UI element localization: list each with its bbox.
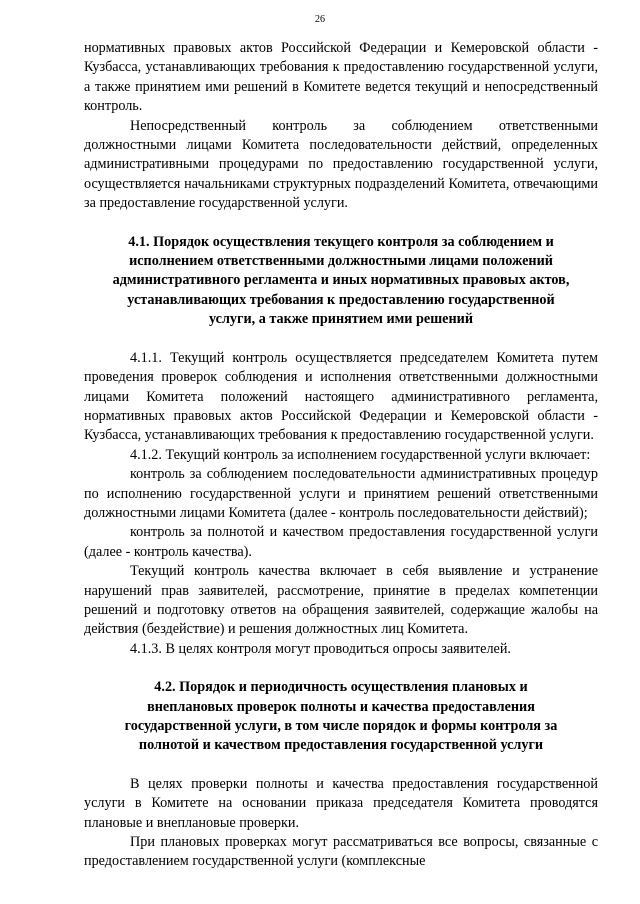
heading-line: административного регламента и иных нормативных правовых актов,: [112, 272, 570, 289]
heading-line: внеплановых проверок полноты и качества предоставления: [147, 698, 535, 715]
heading-line: 4.1. Порядок осуществления текущего контроля за соблюдением и: [128, 233, 554, 250]
heading-line: исполнением ответственными должностными лицами положений: [129, 253, 553, 270]
paragraph: 4.1.3. В целях контроля могут проводиться опросы заявителей.: [130, 640, 511, 657]
paragraph: Непосредственный контроль за соблюдением ответственными должностными лицами Комитета последовательности действий, определенных административными процедурами по предоставлению государственной услуги, осуществляется начальниками структурных подразделений Комитета, отвечающими за предоставление государственной услуги.: [84, 117, 598, 212]
heading-line: услуги, а также принятием ими решений: [209, 311, 473, 328]
section-heading-4-1: [84, 233, 598, 330]
paragraph: Текущий контроль качества включает в себя выявление и устранение нарушений прав заявителей, рассмотрение, принятие в пределах компетенции решений и подготовку ответов на обращения заявителей, содержащие жалобы на действия (бездействие) и решения должностных лиц Комитета.: [84, 563, 598, 638]
paragraph: 4.1.2. Текущий контроль за исполнением государственной услуги включает:: [130, 446, 591, 463]
heading-line: 4.2. Порядок и периодичность осуществления плановых и: [154, 679, 528, 696]
heading-line: полнотой и качеством предоставления государственной услуги: [138, 737, 544, 754]
paragraph: 4.1.1. Текущий контроль осуществляется председателем Комитета путем проведения проверок соблюдения и исполнения ответственными должностными лицами Комитета положений настоящего административного регламента, нормативных правовых актов Российской Федерации и Кемеровской области - Кузбасса, устанавливающих требования к предоставлению государственной услуги.: [84, 349, 598, 444]
document-body: [84, 39, 598, 872]
heading-line: государственной услуги, в том числе порядок и формы контроля за: [124, 718, 558, 734]
paragraph: контроль за соблюдением последовательности административных процедур по исполнению государственной услуги и принятием решений ответственными должностными лицами Комитета (далее - контроль последовательности действий);: [84, 466, 598, 521]
paragraph: контроль за полнотой и качеством предоставления государственной услуги (далее - контроль качества).: [84, 524, 598, 560]
paragraph: При плановых проверках могут рассматриваться все вопросы, связанные с предоставлением государственной услуги (комплексные: [84, 834, 598, 870]
page-number: 26: [315, 14, 325, 25]
heading-line: устанавливающих требования к предоставлению государственной: [127, 291, 555, 308]
paragraph: нормативных правовых актов Российской Федерации и Кемеровской области - Кузбасса, устанавливающих требования к предоставлению государственной услуги, а также принятием ими решений в Комитете ведется текущий и непосредственный контроль.: [84, 40, 598, 115]
paragraph: В целях проверки полноты и качества предоставления государственной услуги в Комитете на основании приказа председателя Комитета проводятся плановые и внеплановые проверки.: [84, 775, 598, 831]
section-heading-4-2: [84, 678, 598, 756]
